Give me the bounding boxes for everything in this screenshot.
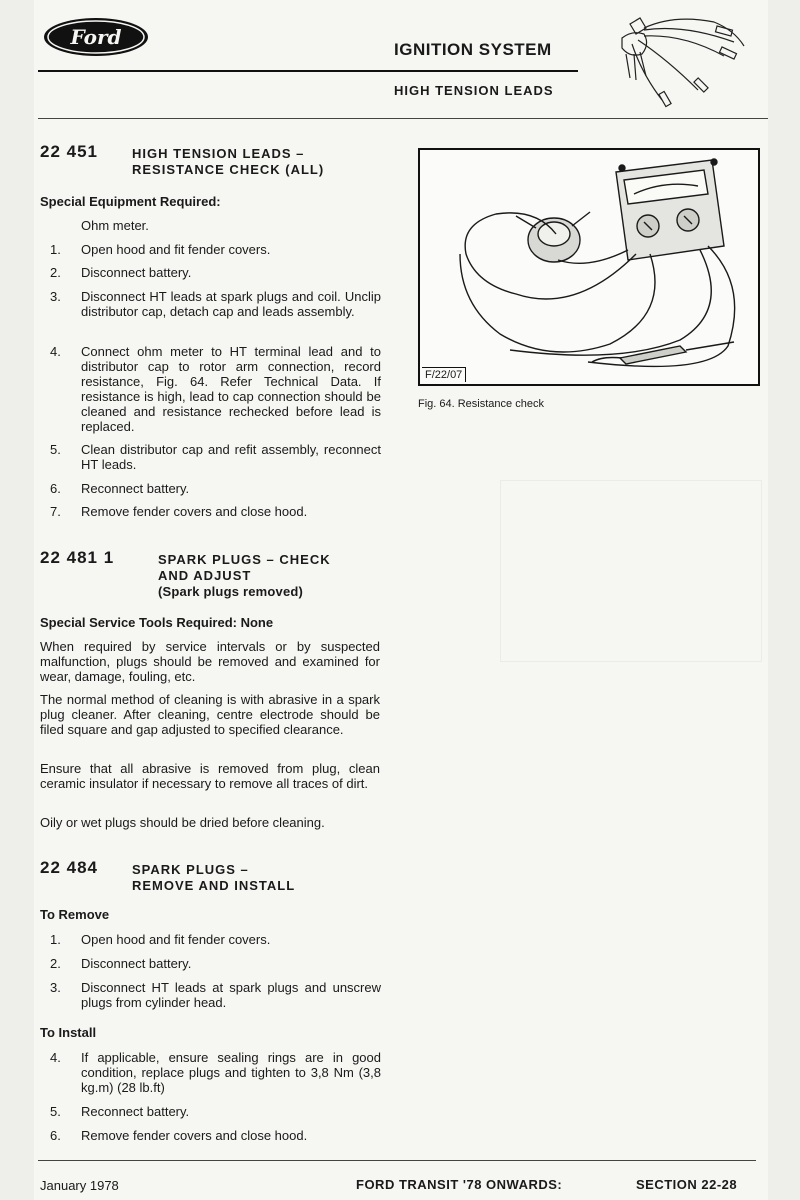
section-title-line: AND ADJUST (158, 568, 252, 583)
step-text: Reconnect battery. (81, 1104, 190, 1119)
step-text: Connect ohm meter to HT terminal lead and to distributor cap to rotor arm connection, record resistance, Fig. 64. Refer Technical Data. If resistance is high, lead to cap connection should be cleaned and resistance rechecked before lead is replaced. (81, 344, 381, 434)
step-number: 7. (50, 504, 61, 519)
install-heading: To Install (40, 1025, 97, 1040)
footer-date: January 1978 (40, 1178, 119, 1193)
step-text: If applicable, ensure sealing rings are in good condition, replace plugs and tighten to 3,8 Nm (3,8 kg.m) (28 lb.ft) (81, 1050, 381, 1095)
section-title (132, 862, 295, 894)
step-text: Remove fender covers and close hood. (81, 504, 308, 519)
footer-rule (38, 1160, 756, 1161)
figure-caption: Fig. 64. Resistance check (418, 398, 544, 410)
paragraph: Oily or wet plugs should be dried before cleaning. (40, 815, 325, 830)
section-title (132, 146, 324, 178)
step-text: Open hood and fit fender covers. (81, 932, 271, 947)
step-number: 6. (50, 1128, 61, 1143)
step-number: 5. (50, 1104, 61, 1119)
resistance-check-figure (418, 148, 760, 386)
section-title-line: SPARK PLUGS – (132, 862, 249, 877)
footer-vehicle: FORD TRANSIT '78 ONWARDS: (356, 1177, 563, 1192)
step-number: 1. (50, 932, 61, 947)
svg-text:Ford: Ford (70, 25, 122, 49)
section-number: 22 484 (40, 858, 98, 877)
section-number: 22 451 (40, 142, 98, 161)
header-rule (38, 70, 578, 72)
ht-leads-illustration (608, 10, 758, 110)
section-title-line: (Spark plugs removed) (158, 584, 304, 599)
equipment-heading: Special Equipment Required: (40, 194, 221, 209)
step-number: 4. (50, 1050, 61, 1065)
section-number: 22 481 1 (40, 548, 115, 567)
tools-heading: Special Service Tools Required: None (40, 615, 274, 630)
step-number: 2. (50, 956, 61, 971)
paragraph: Ensure that all abrasive is removed from plug, clean ceramic insulator if necessary to remove all traces of dirt. (40, 761, 380, 791)
step-text: Reconnect battery. (81, 481, 190, 496)
step-number: 3. (50, 980, 61, 995)
step-number: 4. (50, 344, 61, 359)
step-number: 5. (50, 442, 61, 457)
ford-logo (42, 16, 150, 58)
step-number: 3. (50, 289, 61, 304)
ohm-meter-illustration (420, 150, 758, 384)
section-title (158, 552, 331, 600)
step-number: 6. (50, 481, 61, 496)
remove-heading: To Remove (40, 907, 110, 922)
step-text: Open hood and fit fender covers. (81, 242, 271, 257)
section-title-line: SPARK PLUGS – CHECK (158, 552, 331, 567)
footer-section: SECTION 22-28 (636, 1177, 738, 1192)
step-text: Disconnect HT leads at spark plugs and unscrew plugs from cylinder head. (81, 980, 381, 1010)
step-text: Disconnect battery. (81, 956, 192, 971)
step-text: Remove fender covers and close hood. (81, 1128, 308, 1143)
step-number: 2. (50, 265, 61, 280)
step-text: Disconnect HT leads at spark plugs and coil. Unclip distributor cap, detach cap and leads assembly. (81, 289, 381, 319)
paragraph: The normal method of cleaning is with abrasive in a spark plug cleaner. After cleaning, centre electrode should be filed square and gap adjusted to specified clearance. (40, 692, 380, 737)
step-text: Disconnect battery. (81, 265, 192, 280)
section-title-line: REMOVE AND INSTALL (132, 878, 296, 893)
section-title-line: HIGH TENSION LEADS – (132, 146, 305, 161)
header-bottom-rule (38, 118, 768, 119)
page-subtitle: HIGH TENSION LEADS (394, 83, 554, 98)
section-title-line: RESISTANCE CHECK (ALL) (132, 162, 325, 177)
paragraph: When required by service intervals or by suspected malfunction, plugs should be removed and examined for wear, damage, fouling, etc. (40, 639, 380, 684)
page-title: IGNITION SYSTEM (394, 40, 552, 59)
step-number: 1. (50, 242, 61, 257)
figure-reference: F/22/07 (422, 367, 466, 382)
step-text: Clean distributor cap and refit assembly, reconnect HT leads. (81, 442, 381, 472)
equipment-item-text: Ohm meter. (81, 218, 149, 233)
